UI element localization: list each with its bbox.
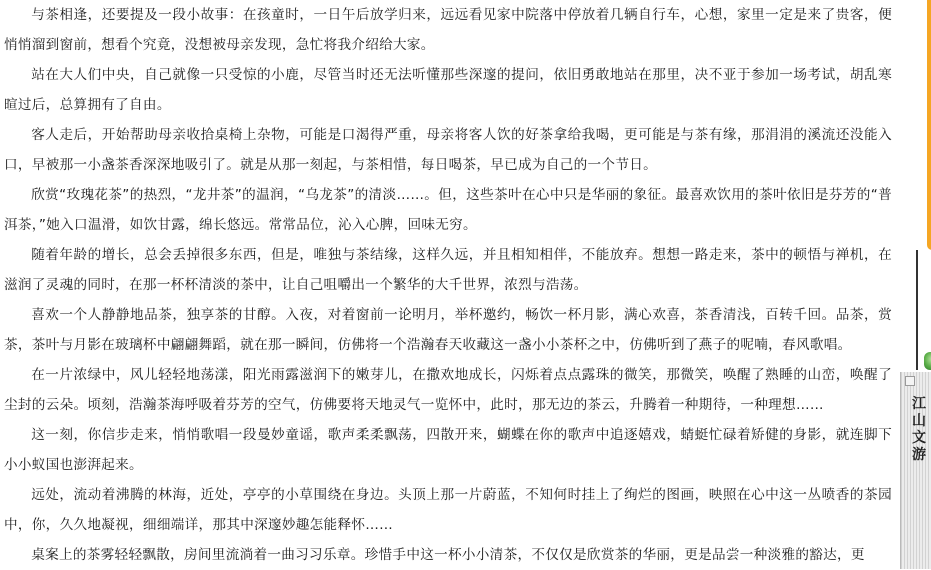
paragraph-1: 与茶相逢，还要提及一段小故事：在孩童时，一日午后放学归来，远远看见家中院落中停放着几辆自行车，心想，家里一定是来了贵客，便悄悄溜到窗前，想看个究竟，没想被母亲发现，急忙将我介绍给大家。 bbox=[4, 7, 892, 53]
paragraph-6: 喜欢一个人静静地品茶，独享茶的甘醇。入夜，对着窗前一论明月，举杯邀约，畅饮一杯月影，满心欢喜，茶香清浅，百转千回。品茶，赏茶，茶叶与月影在玻璃杯中翩翩舞蹈，就在那一瞬间，仿佛将一个浩瀚春天收藏这一盏小小茶杯之中，仿佛听到了燕子的呢喃，春风歌唱。 bbox=[4, 307, 892, 353]
paragraph-7: 在一片浓绿中，风儿轻轻地荡漾，阳光雨露滋润下的嫩芽儿，在撒欢地成长，闪烁着点点露珠的微笑，那微笑，唤醒了熟睡的山峦，唤醒了尘封的云朵。顷刻，浩瀚茶海呼吸着芬芳的空气，仿佛要将天地灵气一览怀中，此时，那无边的茶云，升腾着一种期待，一种理想…… bbox=[4, 367, 892, 413]
paragraph-4: 欣赏“玫瑰花茶”的热烈，“龙井茶”的温润，“乌龙茶”的清淡……。但，这些茶叶在心中只是华丽的象征。最喜欢饮用的茶叶依旧是芬芳的“普洱茶，”她入口温滑，如饮甘露，绵长悠远。常常品位，沁入心脾，回味无穷。 bbox=[4, 187, 892, 233]
orange-accent-bar bbox=[927, 0, 931, 250]
paragraph-2: 站在大人们中央，自己就像一只受惊的小鹿，尽管当时还无法听懂那些深邃的提问，依旧勇敢地站在那里，决不亚于参加一场考试，胡乱寒暄过后，总算拥有了自由。 bbox=[4, 67, 892, 113]
globe-icon[interactable] bbox=[924, 352, 931, 370]
paragraph-3: 客人走后，开始帮助母亲收拾桌椅上杂物，可能是口渴得严重，母亲将客人饮的好茶拿给我喝，更可能是与茶有缘，那涓涓的溪流还没能入口，早被那一小盏茶香深深地吸引了。就是从那一刻起，与茶相惜，每日喝茶，早已成为自己的一个节日。 bbox=[4, 127, 892, 173]
sidebar-divider bbox=[916, 250, 918, 370]
right-sidebar bbox=[899, 0, 931, 569]
paragraph-9: 远处，流动着沸腾的林海，近处，亭亭的小草围绕在身边。头顶上那一片蔚蓝，不知何时挂上了绚烂的图画，映照在心中这一丛喷香的茶园中，你，久久地凝视，细细端详，那其中深邃妙趣怎能释怀…… bbox=[4, 487, 892, 533]
floating-site-tab[interactable] bbox=[900, 372, 931, 569]
paragraph-8: 这一刻，你信步走来，悄悄歌唱一段曼妙童谣，歌声柔柔飘荡，四散开来，蝴蝶在你的歌声中追逐嬉戏，蜻蜓忙碌着矫健的身影，就连脚下小小蚁国也澎湃起来。 bbox=[4, 427, 892, 473]
tab-handle-icon bbox=[905, 376, 915, 386]
paragraph-10: 桌案上的茶雾轻轻飘散，房间里流淌着一曲习习乐章。珍惜手中这一杯小小清茶，不仅仅是欣赏茶的华丽，更是品尝一种淡雅的豁达，更 bbox=[31, 547, 865, 563]
paragraph-5: 随着年龄的增长，总会丢掉很多东西，但是，唯独与茶结缘，这样久远，并且相知相伴，不能放弃。想想一路走来，茶中的顿悟与禅机，在滋润了灵魂的同时，在那一杯杯清淡的茶中，让自己咀嚼出一个繁华的大千世界，浓烈与浩荡。 bbox=[4, 247, 892, 293]
site-tab-label: 江山文游 bbox=[912, 396, 926, 463]
